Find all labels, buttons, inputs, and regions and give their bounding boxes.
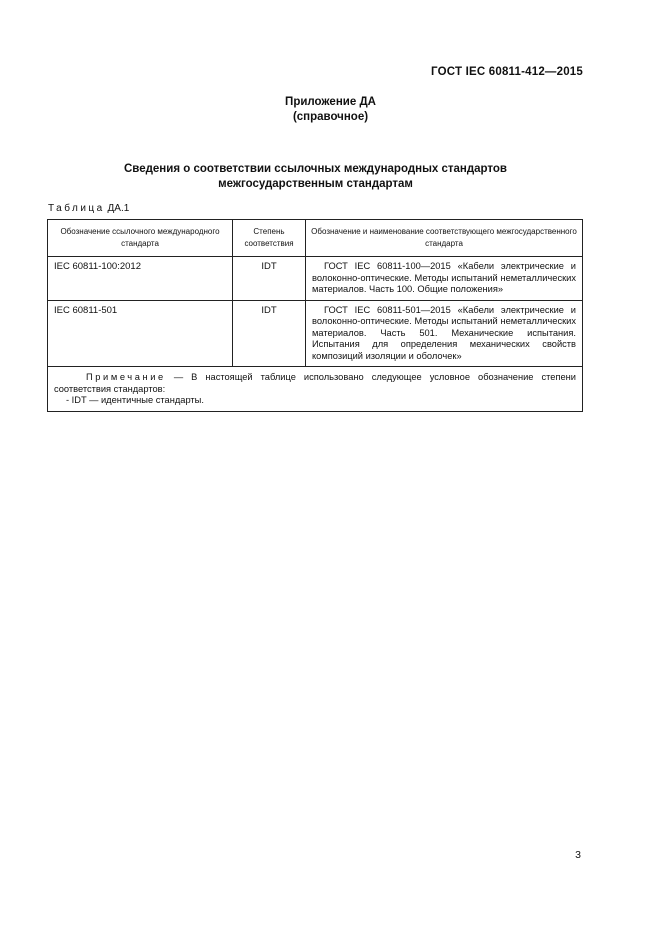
- table-caption-word: Таблица: [48, 203, 105, 214]
- table-caption-number: ДА.1: [104, 203, 130, 214]
- section-heading: [0, 162, 631, 192]
- document-code: ГОСТ IEC 60811-412—2015: [431, 66, 583, 78]
- cell-code: IEC 60811-501: [48, 300, 233, 367]
- annex-heading: [0, 95, 661, 125]
- section-heading-line-1: Сведения о соответствии ссылочных международных стандартов: [123, 163, 507, 175]
- note-item: - IDT — идентичные стандарты.: [66, 395, 204, 405]
- column-header-code: Обозначение ссылочного международного стандарта: [48, 220, 233, 257]
- cell-degree: IDT: [233, 257, 306, 301]
- table-row: [48, 257, 583, 301]
- cell-code: IEC 60811-100:2012: [48, 257, 233, 301]
- table-note: [48, 367, 583, 412]
- table-note-row: [48, 367, 583, 412]
- table-header-row: [48, 220, 583, 257]
- section-heading-line-2: межгосударственным стандартам: [218, 178, 413, 190]
- annex-subtitle: (справочное): [292, 111, 369, 123]
- note-label: Примечание: [86, 372, 166, 382]
- note-text: [54, 372, 576, 395]
- cell-name: ГОСТ IEC 60811-501—2015 «Кабели электрические и волоконно-оптические. Методы испытаний неметаллических материалов. Часть 501. Механические испытания. Испытания для определения механических свойств композиций изоляции и оболочек»: [306, 300, 583, 367]
- column-header-degree: Степень соответствия: [233, 220, 306, 257]
- table-row: [48, 300, 583, 367]
- note-body: — В настоящей таблице использовано следующее условное обозначение степени соответствия стандартов:: [54, 372, 576, 394]
- table-caption: [48, 203, 129, 214]
- column-header-name: Обозначение и наименование соответствующего межгосударственного стандарта: [306, 220, 583, 257]
- cell-degree: IDT: [233, 300, 306, 367]
- page-number: 3: [575, 849, 581, 861]
- correspondence-table: [47, 219, 583, 412]
- annex-title: Приложение ДА: [285, 96, 376, 108]
- cell-name: ГОСТ IEC 60811-100—2015 «Кабели электрические и волоконно-оптические. Методы испытаний неметаллических материалов. Часть 100. Общие положения»: [306, 257, 583, 301]
